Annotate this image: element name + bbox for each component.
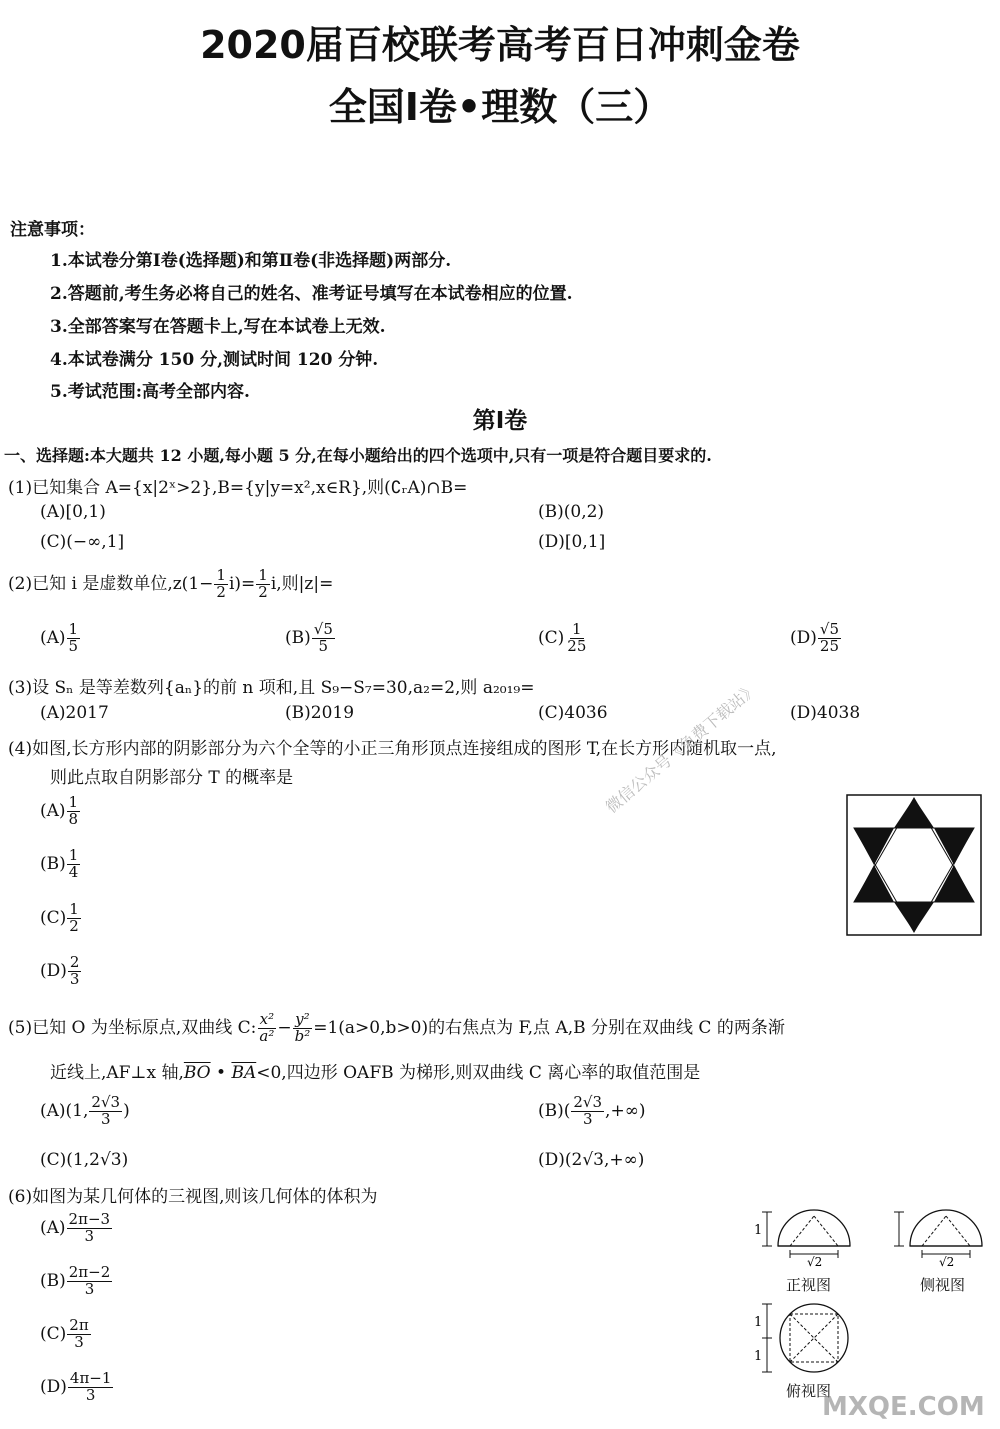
- notice-item: 5.考试范围:高考全部内容.: [50, 382, 250, 402]
- q6-stem: (6)如图为某几何体的三视图,则该几何体的体积为: [8, 1187, 378, 1207]
- q4-option-c: (C) $\frac{1}{2}$: [40, 900, 79, 935]
- section-instruction: 一、选择题:本大题共 12 小题,每小题 5 分,在每小题给出的四个选项中,只有一项是符合题目要求的.: [4, 446, 712, 465]
- q2-option-d: (D) $\frac{√5}{25}$: [790, 620, 840, 655]
- paper-title-line2: 全国Ⅰ卷•理数（三）: [328, 85, 672, 129]
- q1-option-d: (D)[0,1]: [538, 532, 606, 552]
- q4-option-d: (D) $\frac{2}{3}$: [40, 953, 80, 988]
- q4-option-b: (B) $\frac{1}{4}$: [40, 846, 79, 881]
- vector-bo: $\overline{BO}$: [183, 1063, 211, 1083]
- dim-sqrt2-label: √2: [939, 1255, 955, 1269]
- dim-one-label: 1: [754, 1315, 763, 1330]
- q1-stem: (1)已知集合 A={x|2ˣ>2},B={y|y=x²,x∈R},则(∁ᵣA)∩B=: [8, 478, 468, 498]
- q6-side-view: [888, 1208, 998, 1278]
- q2-stem: (2)已知 i 是虚数单位,z(1− $\frac{1}{2}$ i)= $\frac{1}{2}$ i,则|z|=: [8, 566, 334, 601]
- dim-one-label: 1: [754, 1223, 763, 1238]
- notice-heading: 注意事项：: [10, 220, 95, 240]
- q3-option-a: (A)2017: [40, 703, 109, 723]
- q2-option-a: (A) $\frac{1}{5}$: [40, 620, 79, 655]
- section-title: 第Ⅰ卷: [472, 408, 528, 434]
- dim-one-label: 1: [754, 1349, 763, 1364]
- q4-stem-line1: (4)如图,长方形内部的阴影部分为六个全等的小正三角形顶点连接组成的图形 T,在长方形内随机取一点,: [8, 739, 777, 759]
- paper-title-line1: 2020届百校联考高考百日冲刺金卷: [200, 23, 800, 67]
- q6-option-a: (A) $\frac{2\pi-3}{3}$: [40, 1210, 111, 1245]
- q6-option-c: (C) $\frac{2\pi}{3}$: [40, 1316, 89, 1351]
- q4-option-a: (A) $\frac{1}{8}$: [40, 793, 79, 828]
- q1-option-c: (C)(−∞,1]: [40, 532, 125, 552]
- q6-option-d: (D) $\frac{4\pi-1}{3}$: [40, 1369, 112, 1404]
- front-view-label: 正视图: [786, 1276, 832, 1294]
- q5-option-d: (D)(2√3,+∞): [538, 1150, 645, 1170]
- notice-item: 4.本试卷满分 150 分,测试时间 120 分钟.: [50, 350, 379, 370]
- q3-option-c: (C)4036: [538, 703, 608, 723]
- watermark-diagonal: 微信公众号《免费下载站》: [601, 678, 762, 817]
- dim-sqrt2-label: √2: [807, 1255, 823, 1269]
- top-view-label: 俯视图: [786, 1382, 832, 1400]
- notice-item: 2.答题前,考生务必将自己的姓名、准考证号填写在本试卷相应的位置.: [50, 284, 573, 304]
- q4-stem-line2: 则此点取自阴影部分 T 的概率是: [50, 768, 294, 788]
- q1-option-b: (B)(0,2): [538, 502, 605, 522]
- notice-item: 3.全部答案写在答题卡上,写在本试卷上无效.: [50, 317, 386, 337]
- q2-option-c: (C) $\frac{1}{25}$: [538, 620, 587, 655]
- q3-option-b: (B)2019: [285, 703, 355, 723]
- q5-option-a: (A)(1, $\frac{2√3}{3}$ ): [40, 1093, 130, 1128]
- q5-stem-line1: (5)已知 O 为坐标原点,双曲线 C: $\frac{\text{x²}}{\text{a²}}$ − $\frac{\text{y²}}{\text{b²}}$ =1(a>0,b>0)的右焦点为 F,点 A,B 分别在双曲线 C 的两条渐: [8, 1010, 785, 1045]
- vector-ba: $\overline{BA}$: [231, 1063, 257, 1083]
- q6-option-b: (B) $\frac{2\pi-2}{3}$: [40, 1263, 111, 1298]
- q5-option-b: (B)( $\frac{2√3}{3}$ ,+∞): [538, 1093, 646, 1128]
- q2-option-b: (B) $\frac{√5}{5}$: [285, 620, 333, 655]
- q3-stem: (3)设 Sₙ 是等差数列{aₙ}的前 n 项和,且 S₉−S₇=30,a₂=2,则 a₂₀₁₉=: [8, 678, 535, 698]
- q5-option-c: (C)(1,2√3): [40, 1150, 129, 1170]
- q5-stem-line2: 近线上,AF⊥x 轴$,\overline{BO}$ • $\overline{BA}<0$,四边形 OAFB 为梯形,则双曲线 C 离心率的取值范围是: [50, 1063, 701, 1083]
- q4-hexagram-figure: [846, 794, 982, 936]
- side-view-label: 侧视图: [920, 1276, 966, 1294]
- watermark-corner: MXQE.COM: [822, 1392, 985, 1422]
- q6-top-view: [752, 1300, 862, 1380]
- q1-option-a: (A)[0,1): [40, 502, 106, 522]
- q6-front-view: [752, 1208, 862, 1278]
- q3-option-d: (D)4038: [790, 703, 861, 723]
- notice-item: 1.本试卷分第Ⅰ卷(选择题)和第Ⅱ卷(非选择题)两部分.: [50, 251, 452, 271]
